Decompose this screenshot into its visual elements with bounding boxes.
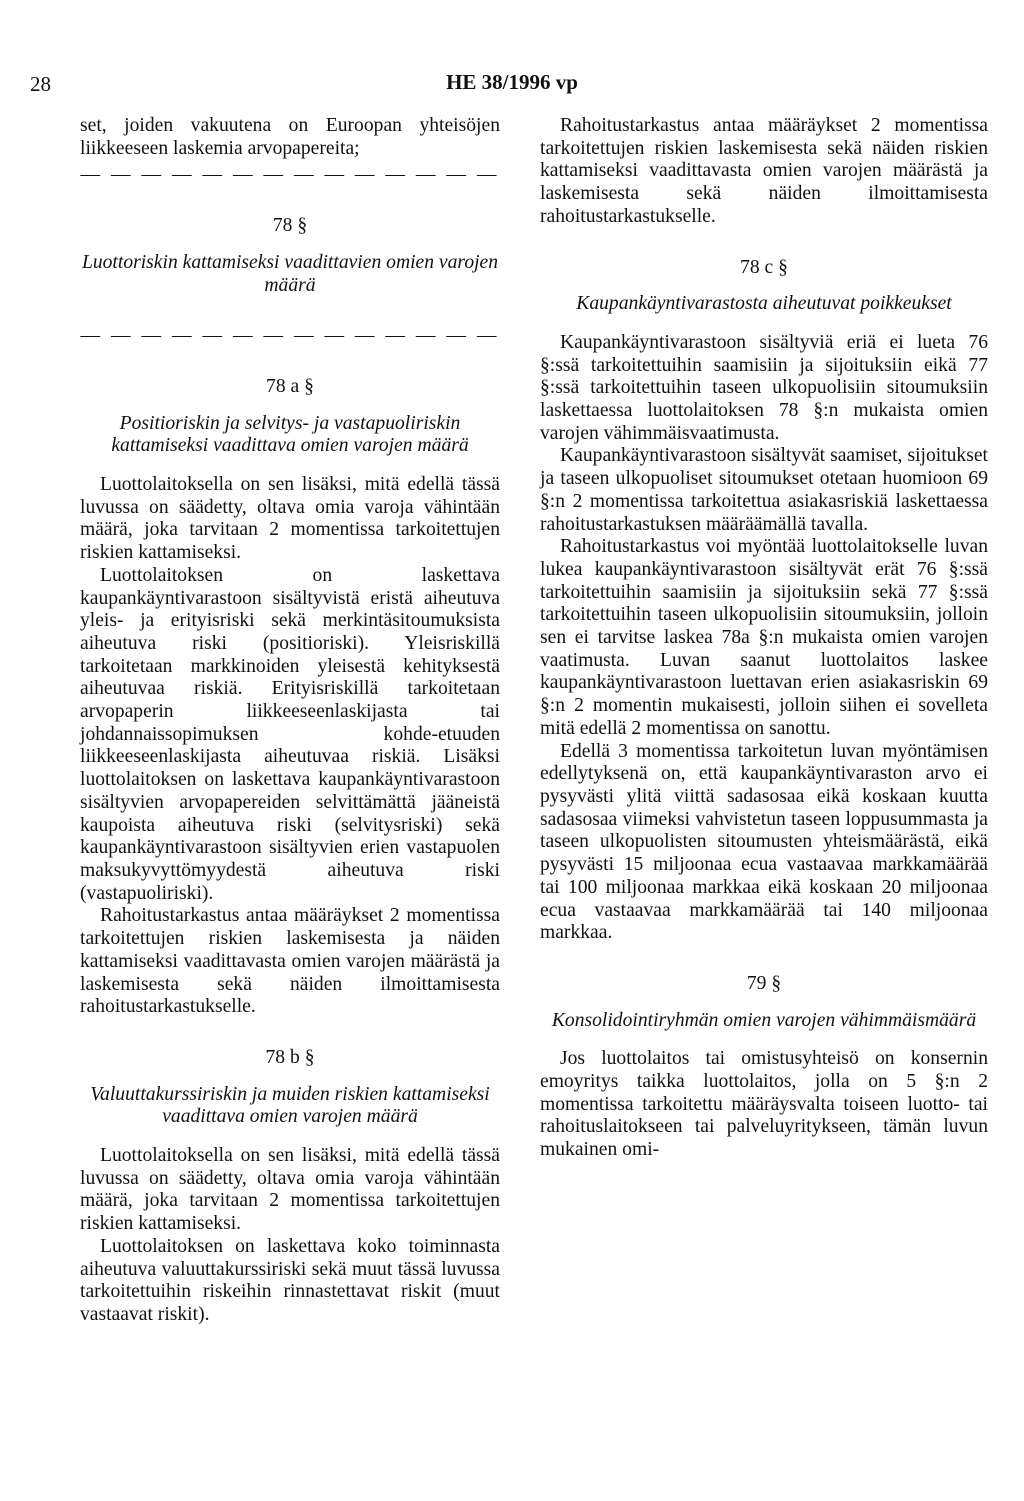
section-number-78b: 78 b §: [265, 1046, 315, 1068]
running-header: HE 38/1996 vp: [446, 70, 578, 94]
section-number-78a: 78 a §: [266, 375, 314, 397]
section-number-78: 78 §: [272, 215, 308, 237]
section-title-78c: Kaupankäyntivarastosta aiheutuvat poikkeukset: [576, 293, 952, 315]
paragraph: Rahoitustarkastus antaa määräykset 2 momentissa tarkoitettujen riskien laskemisesta ja näiden kattamiseksi vaadittavasta omien varojen määrästä ja laskemisesta sekä näiden ilmoittamisesta rahoitustarkastukselle.: [80, 905, 500, 1018]
section-title-79: Konsolidointiryhmän omien varojen vähimmäismäärä: [551, 1009, 977, 1031]
continuation-paragraph: Rahoitustarkastus antaa määräykset 2 momentissa tarkoitettujen riskien laskemisesta sekä näiden riskien kattamiseksi vaadittavasta omien varojen määrästä ja laskemisesta sekä näiden ilmoittamisesta rahoitustarkastukselle.: [540, 115, 988, 227]
paragraph: Luottolaitoksella on sen lisäksi, mitä edellä tässä luvussa on säädetty, oltava omia varoja vähintään määrä, joka tarvitaan 2 momentissa tarkoitettujen riskien kattamiseksi.: [80, 1145, 500, 1235]
right-column: [540, 115, 988, 1162]
section-title-78b: Valuuttakurssiriskin ja muiden riskien kattamiseksi vaadittava omien varojen määrä: [90, 1083, 490, 1128]
section-title-78: Luottoriskin kattamiseksi vaadittavien omien varojen määrä: [81, 251, 499, 296]
paragraph: Kaupankäyntivarastoon sisältyvät saamiset, sijoitukset ja taseen ulkopuoliset sitoumukset otetaan huomioon 69 §:n 2 momentissa tarkoitettua asiakasriskiä laskettaessa rahoitustarkastuksen määräämällä tavalla.: [540, 445, 988, 535]
paragraph: Luottolaitoksen on laskettava kaupankäyntivarastoon sisältyvistä eristä aiheutuva yleis- ja erityisriski sekä merkintäsitoumuksista aiheutuva riski (positioriski). Yleisriskillä tarkoitetaan markkinoiden yleisestä kehityksestä aiheutuvaa riskiä. Erityisriskillä tarkoitetaan arvopaperin liikkeeseenlaskijasta tai johdannaissopimuksen kohde-etuuden liikkeeseenlaskijasta aiheutuvaa riskiä. Lisäksi luottolaitoksen on laskettava kaupankäyntivarastoon sisältyvien arvopapereiden selvittämättä jääneistä kaupoista aiheutuva riski (selvitysriski) sekä kaupankäyntivarastoon sisältyvien erien vastapuolen maksukyvyttömyydestä aiheutuva riski (vastapuoliriski).: [80, 564, 500, 904]
paragraph: Luottolaitoksella on sen lisäksi, mitä edellä tässä luvussa on säädetty, oltava omia varoja vähintään määrä, joka tarvitaan 2 momentissa tarkoitettujen riskien kattamiseksi.: [80, 474, 500, 564]
section-number-79: 79 §: [746, 972, 782, 994]
page-number: 28: [30, 72, 51, 96]
paragraph: Rahoitustarkastus voi myöntää luottolaitokselle luvan lukea kaupankäyntivarastoon sisältyvät erät 76 §:ssä tarkoitettuihin saamisiin ja sijoituksiin sekä 77 §:ssä tarkoitettuihin taseen ulkopuolisiin sitoumuksiin, jolloin sen ei tarvitse laskea 78a §:n mukaista omien varojen vaatimusta. Luvan saanut luottolaitos laskee kaupankäyntivarastoon luettavan erien asiakasriskin 69 §:n 2 momentin mukaisesti, jolloin siihen ei sovelleta mitä edellä 2 momentissa on sanottu.: [540, 536, 988, 739]
section-number-78c: 78 c §: [740, 256, 788, 278]
omission-line: — — — — — — — — — — — — — —: [80, 164, 500, 186]
paragraph: Kaupankäyntivarastoon sisältyviä eriä ei lueta 76 §:ssä tarkoitettuihin saamisiin ja sijoituksiin eikä 77 §:ssä tarkoitettuihin taseen ulkopuolisiin sitoumuksiin laskettaessa luottolaitoksen 78 §:n mukaista omien varojen vähimmäisvaatimusta.: [540, 331, 988, 444]
intro-paragraph: set, joiden vakuutena on Euroopan yhteisöjen liikkeeseen laskemia arvopapereita;: [80, 115, 500, 159]
omission-line: — — — — — — — — — — — — — —: [80, 325, 500, 347]
paragraph: Edellä 3 momentissa tarkoitetun luvan myöntämisen edellytyksenä on, että kaupankäyntivaraston arvo ei pysyvästi ylitä viittä sadasosaa eikä koskaan kuutta sadasosaa viimeksi vahvistetun taseen loppusummasta ja taseen ulkopuolisten sitoumusten yhteismäärästä, eikä pysyvästi 15 miljoonaa ecua vastaavaa markkamäärää tai 100 miljoonaa markkaa eikä koskaan 20 miljoonaa ecua vastaavaa markkamäärää tai 140 miljoonaa markkaa.: [540, 740, 988, 944]
paragraph: Jos luottolaitos tai omistusyhteisö on konsernin emoyritys taikka luottolaitos, jolla on 5 §:n 2 momentissa tarkoitettu määräysvalta toiseen luotto- tai rahoituslaitokseen tai palveluyritykseen, tämän luvun mukainen omi-: [540, 1048, 988, 1161]
section-title-78a: Positioriskin ja selvitys- ja vastapuoliriskin kattamiseksi vaadittava omien varojen määrä: [111, 412, 469, 457]
left-column: [80, 115, 500, 1327]
paragraph: Luottolaitoksen on laskettava koko toiminnasta aiheutuva valuuttakurssiriski sekä muut tässä luvussa tarkoitettuihin riskeihin rinnastettavat riskit (muut vastaavat riskit).: [80, 1235, 500, 1325]
